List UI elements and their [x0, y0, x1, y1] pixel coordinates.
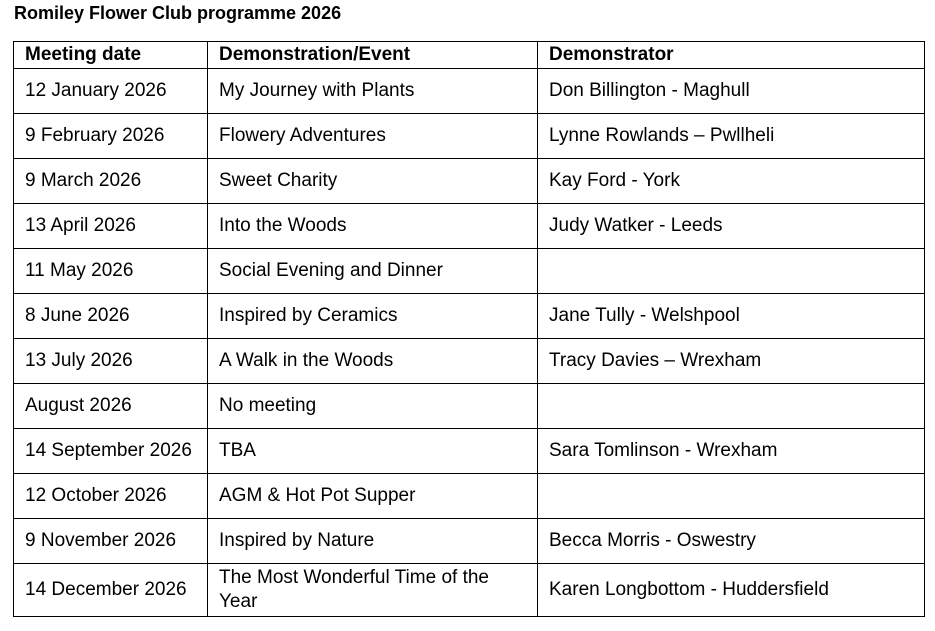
event-cell: TBA: [208, 429, 538, 474]
table-row: [14, 114, 925, 159]
meeting-date-cell: 13 July 2026: [14, 339, 208, 384]
table-header-row: [14, 42, 925, 69]
event-cell: AGM & Hot Pot Supper: [208, 474, 538, 519]
table-row: [14, 429, 925, 474]
meeting-date-cell: 14 September 2026: [14, 429, 208, 474]
demonstrator-cell: [538, 474, 925, 519]
meeting-date-cell: August 2026: [14, 384, 208, 429]
event-cell: No meeting: [208, 384, 538, 429]
meeting-date-cell: 8 June 2026: [14, 294, 208, 339]
event-cell: Social Evening and Dinner: [208, 249, 538, 294]
event-cell: Inspired by Ceramics: [208, 294, 538, 339]
event-cell: Inspired by Nature: [208, 519, 538, 564]
programme-table: [13, 41, 925, 617]
event-cell: A Walk in the Woods: [208, 339, 538, 384]
demonstrator-cell: Lynne Rowlands – Pwllheli: [538, 114, 925, 159]
meeting-date-cell: 13 April 2026: [14, 204, 208, 249]
table-row: [14, 204, 925, 249]
column-header-meeting-date: Meeting date: [14, 42, 208, 69]
table-row: [14, 564, 925, 617]
demonstrator-cell: Jane Tully - Welshpool: [538, 294, 925, 339]
demonstrator-cell: Sara Tomlinson - Wrexham: [538, 429, 925, 474]
table-row: [14, 519, 925, 564]
demonstrator-cell: Kay Ford - York: [538, 159, 925, 204]
table-row: [14, 294, 925, 339]
table-row: [14, 159, 925, 204]
demonstrator-cell: [538, 249, 925, 294]
meeting-date-cell: 9 March 2026: [14, 159, 208, 204]
demonstrator-cell: Judy Watker - Leeds: [538, 204, 925, 249]
event-cell: Into the Woods: [208, 204, 538, 249]
table-row: [14, 249, 925, 294]
table-row: [14, 69, 925, 114]
column-header-demonstrator: Demonstrator: [538, 42, 925, 69]
table-row: [14, 474, 925, 519]
event-cell: My Journey with Plants: [208, 69, 538, 114]
demonstrator-cell: Becca Morris - Oswestry: [538, 519, 925, 564]
event-cell: The Most Wonderful Time of the Year: [208, 564, 538, 617]
demonstrator-cell: [538, 384, 925, 429]
meeting-date-cell: 9 February 2026: [14, 114, 208, 159]
demonstrator-cell: Karen Longbottom - Huddersfield: [538, 564, 925, 617]
meeting-date-cell: 11 May 2026: [14, 249, 208, 294]
event-cell: Sweet Charity: [208, 159, 538, 204]
meeting-date-cell: 12 January 2026: [14, 69, 208, 114]
meeting-date-cell: 14 December 2026: [14, 564, 208, 617]
demonstrator-cell: Tracy Davies – Wrexham: [538, 339, 925, 384]
column-header-demonstration-event: Demonstration/Event: [208, 42, 538, 69]
demonstrator-cell: Don Billington - Maghull: [538, 69, 925, 114]
table-row: [14, 384, 925, 429]
meeting-date-cell: 12 October 2026: [14, 474, 208, 519]
meeting-date-cell: 9 November 2026: [14, 519, 208, 564]
document-title: Romiley Flower Club programme 2026: [14, 3, 342, 23]
event-cell: Flowery Adventures: [208, 114, 538, 159]
table-row: [14, 339, 925, 384]
